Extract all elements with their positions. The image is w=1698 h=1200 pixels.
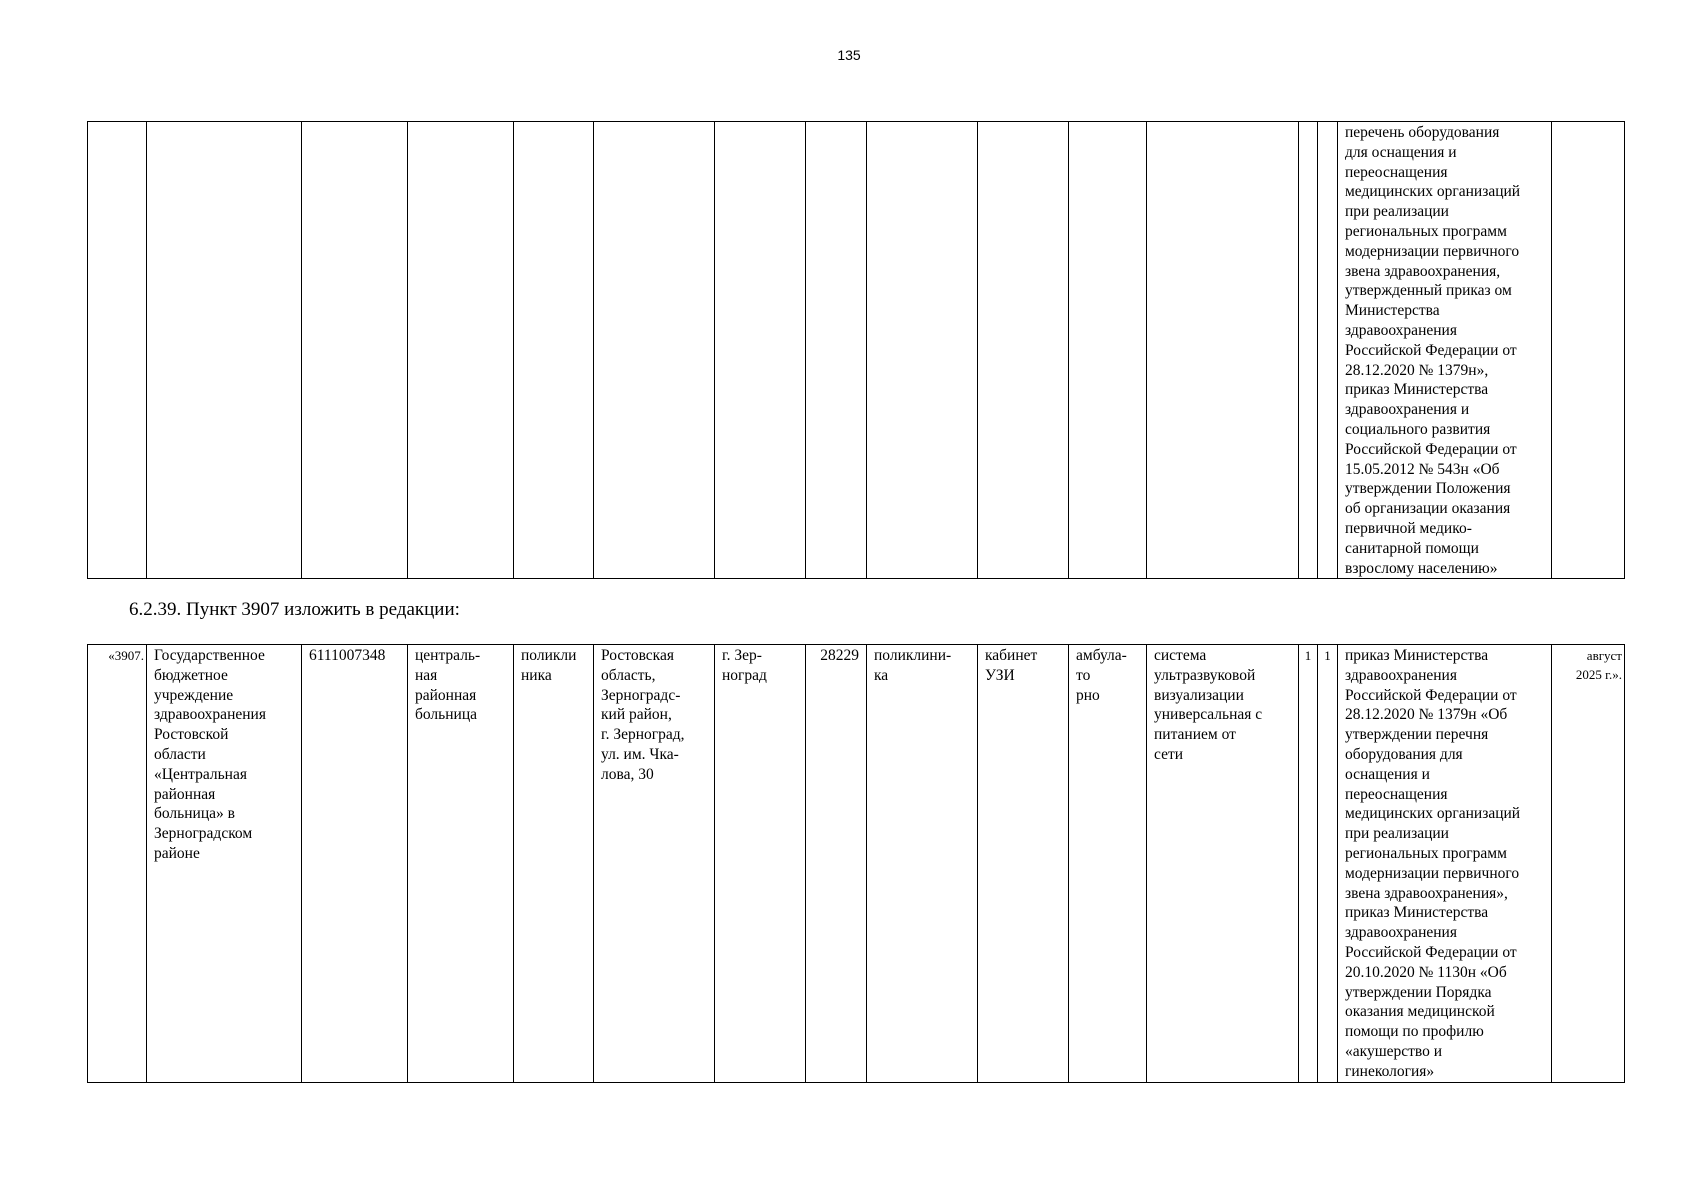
- table-row: [88, 645, 1625, 1083]
- cell-empty: [1069, 122, 1147, 579]
- edit-instruction: 6.2.39. Пункт 3907 изложить в редакции:: [129, 599, 460, 620]
- care-form-cell: амбула-то рно: [1069, 645, 1147, 1083]
- cell-empty: [1299, 122, 1318, 579]
- legal-basis-cell: перечень оборудования для оснащения и переоснащения медицинских организаций при реализации региональных программ модернизации первичного звена здравоохранения, утвержденный приказ ом Министерства здравоохранения Российской Федерации от 28.12.2020 № 1379н», приказ Министерства здравоохранения и социального развития Российской Федерации от 15.05.2012 № 543н «Об утверждении Положения об организации оказания первичной медико- санитарной помощи взрослому населению»: [1338, 122, 1552, 579]
- cell-empty: [806, 122, 867, 579]
- settlement-cell: г. Зер- ноград: [715, 645, 806, 1083]
- inn-cell: 6111007348: [302, 645, 408, 1083]
- unit-cell: поликли ника: [514, 645, 594, 1083]
- cell-empty: [147, 122, 302, 579]
- cell-empty: [1318, 122, 1338, 579]
- subdivision-cell: поликлини- ка: [867, 645, 978, 1083]
- cell-empty: [88, 122, 147, 579]
- room-cell: кабинет УЗИ: [978, 645, 1069, 1083]
- cell-empty: [715, 122, 806, 579]
- table-row: [88, 122, 1625, 579]
- cell-empty: [1552, 122, 1625, 579]
- cell-empty: [594, 122, 715, 579]
- deadline-cell: август 2025 г.».: [1552, 645, 1625, 1083]
- legal-basis-cell: приказ Министерства здравоохранения Российской Федерации от 28.12.2020 № 1379н «Об утверждении перечня оборудования для оснащения и переоснащения медицинских организаций при реализации региональных программ модернизации первичного звена здравоохранения», приказ Министерства здравоохранения Российской Федерации от 20.10.2020 № 1130н «Об утверждении Порядка оказания медицинской помощи по профилю «акушерство и гинекология»: [1338, 645, 1552, 1083]
- institution-cell: Государственное бюджетное учреждение здравоохранения Ростовской области «Центральная районная больница» в Зерноградском районе: [147, 645, 302, 1083]
- item-3907-table: [87, 644, 1625, 1083]
- continued-table: [87, 121, 1625, 579]
- cell-empty: [1147, 122, 1299, 579]
- address-cell: Ростовская область, Зерноградс- кий район, г. Зерноград, ул. им. Чка- лова, 30: [594, 645, 715, 1083]
- cell-empty: [978, 122, 1069, 579]
- item-number-cell: «3907.: [88, 645, 147, 1083]
- page-number: 135: [837, 47, 861, 63]
- code-cell: 28229: [806, 645, 867, 1083]
- cell-empty: [408, 122, 514, 579]
- quantity-cell-1: 1: [1299, 645, 1318, 1083]
- institution-type-cell: централь- ная районная больница: [408, 645, 514, 1083]
- cell-empty: [514, 122, 594, 579]
- quantity-cell-2: 1: [1318, 645, 1338, 1083]
- cell-empty: [302, 122, 408, 579]
- cell-empty: [867, 122, 978, 579]
- equipment-cell: система ультразвуковой визуализации универсальная с питанием от сети: [1147, 645, 1299, 1083]
